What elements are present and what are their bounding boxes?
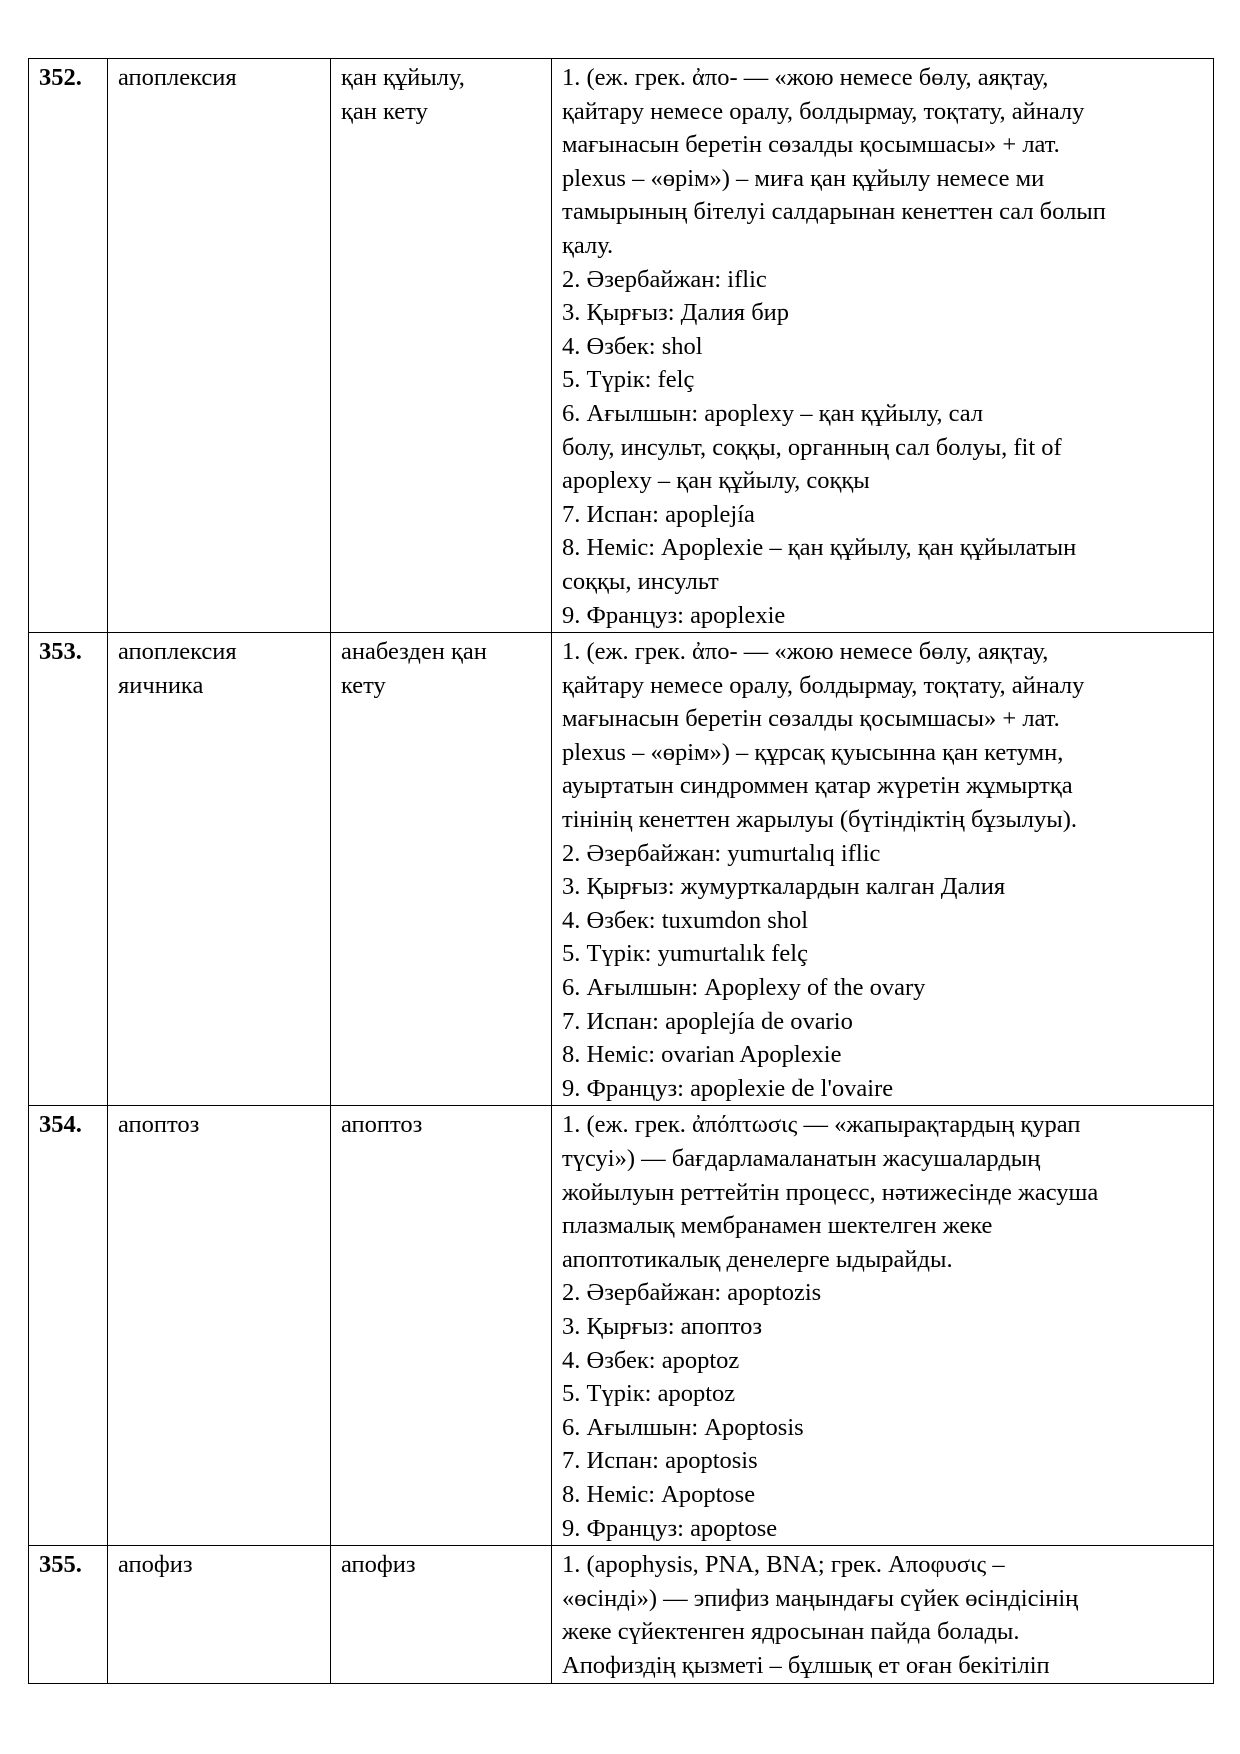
- definition-line: апоптотикалық денелерге ыдырайды.: [562, 1245, 953, 1273]
- definition-line: 2. Әзербайжан: apoptozis: [562, 1279, 822, 1307]
- definition-line: apoplexy – қан құйылу, соққы: [562, 467, 870, 495]
- term-line: апоплексия: [118, 638, 237, 666]
- definition-line: 7. Испан: apoptosis: [562, 1447, 758, 1475]
- definition-line: 9. Француз: apoptose: [562, 1514, 778, 1542]
- definition-line: 6. Ағылшын: Apoptosis: [562, 1413, 804, 1441]
- kazakh-term-cell: [331, 1546, 552, 1683]
- entry-row: [29, 59, 1214, 633]
- kazakh-term-cell: [331, 1106, 552, 1546]
- document-page: [28, 58, 1214, 1684]
- definition-line: 8. Неміс: Apoplexie – қан құйылу, қан құйылатын: [562, 534, 1077, 562]
- definition-line: плазмалық мембранамен шектелген жеке: [562, 1212, 993, 1240]
- definition-line: 3. Қырғыз: апоптоз: [562, 1312, 763, 1340]
- definition-line: түсуі») — бағдарламаланатын жасушалардың: [562, 1145, 1041, 1172]
- definition-cell: [552, 1106, 1214, 1546]
- definition-line: 5. Түрік: apoptoz: [562, 1380, 736, 1408]
- definition-line: 1. (еж. грек. ἀπο- — «жою немесе бөлу, аяқтау,: [562, 638, 1049, 666]
- term-line: апоплексия: [118, 64, 237, 91]
- definition-line: 6. Ағылшын: Apoplexy of the ovary: [562, 974, 926, 1002]
- kazakh-term-cell: [331, 633, 552, 1106]
- definition-line: мағынасын беретін сөзалды қосымшасы» + лат.: [562, 131, 1060, 159]
- entry-row: [29, 1546, 1214, 1683]
- definition-line: 3. Қырғыз: Далия бир: [562, 299, 790, 327]
- definition-line: тамырының бітелуі салдарынан кенеттен сал болып: [562, 198, 1106, 226]
- definition-line: қайтару немесе оралу, болдырмау, тоқтату, айналу: [562, 97, 1085, 125]
- kazakh-term-line: анабезден қан: [341, 638, 487, 666]
- definition-line: plexus – «өрім») – миға қан құйылу немесе ми: [562, 164, 1045, 192]
- term-line: апоптоз: [118, 1111, 200, 1139]
- term-line: яичника: [118, 671, 204, 699]
- entry-number: 353.: [29, 633, 108, 1106]
- term-cell: [108, 633, 331, 1106]
- definition-line: 8. Неміс: Apoptose: [562, 1480, 756, 1508]
- definition-line: 5. Түрік: felç: [562, 366, 695, 394]
- definition-line: plexus – «өрім») – құрсақ қуысынна қан кетумн,: [562, 738, 1064, 766]
- definition-line: 6. Ағылшын: apoplexy – қан құйылу, сал: [562, 399, 984, 427]
- entry-number: 352.: [29, 59, 108, 633]
- definition-line: 4. Өзбек: shol: [562, 332, 703, 360]
- definition-line: ауыртатын синдроммен қатар жүретін жұмыртқа: [562, 772, 1073, 800]
- definition-line: жеке сүйектенген ядросынан пайда болады.: [562, 1618, 1020, 1646]
- kazakh-term-line: қан құйылу,: [341, 64, 465, 91]
- definition-line: болу, инсульт, соққы, органның сал болуы, fit of: [562, 433, 1062, 461]
- kazakh-term-line: кету: [341, 671, 386, 699]
- definition-line: 1. (еж. грек. ἀπόπτωσις — «жапырақтардың қурап: [562, 1111, 1081, 1139]
- definition-cell: [552, 1546, 1214, 1683]
- kazakh-term-line: қан кету: [341, 97, 428, 125]
- term-cell: [108, 1106, 331, 1546]
- definition-line: 1. (apophysis, PNA, BNA; грек. Αποφυσις –: [562, 1551, 1005, 1579]
- definition-line: қайтару немесе оралу, болдырмау, тоқтату, айналу: [562, 671, 1085, 699]
- definition-line: 3. Қырғыз: жумурткалардын калган Далия: [562, 873, 1006, 901]
- entry-row: [29, 1106, 1214, 1546]
- definition-line: Апофиздің қызметі – бұлшық ет оған бекітіліп: [562, 1651, 1050, 1679]
- definition-cell: [552, 59, 1214, 633]
- definition-line: 1. (еж. грек. ἀπο- — «жою немесе бөлу, аяқтау,: [562, 64, 1049, 91]
- definition-line: қалу.: [562, 231, 614, 259]
- definition-cell: [552, 633, 1214, 1106]
- definition-line: 2. Әзербайжан: yumurtalıq iflic: [562, 839, 881, 867]
- term-cell: [108, 59, 331, 633]
- kazakh-term-line: апофиз: [341, 1551, 416, 1579]
- definition-line: тінінің кенеттен жарылуы (бүтіндіктің бұзылуы).: [562, 806, 1078, 834]
- entry-number: 355.: [29, 1546, 108, 1683]
- definition-line: соққы, инсульт: [562, 567, 719, 595]
- definition-line: 5. Түрік: yumurtalık felç: [562, 940, 808, 968]
- definition-line: 8. Неміс: ovarian Apoplexie: [562, 1041, 842, 1069]
- entry-number: 354.: [29, 1106, 108, 1546]
- definition-line: 9. Француз: apoplexie de l'ovaire: [562, 1074, 894, 1102]
- glossary-body: [29, 59, 1214, 1684]
- definition-line: жойылуын реттейтін процесс, нәтижесінде жасуша: [562, 1178, 1099, 1206]
- kazakh-term-cell: [331, 59, 552, 633]
- definition-line: «өсінді») — эпифиз маңындағы сүйек өсіндісінің: [562, 1584, 1079, 1612]
- definition-line: мағынасын беретін сөзалды қосымшасы» + лат.: [562, 705, 1060, 733]
- glossary-table: [28, 58, 1214, 1684]
- definition-line: 4. Өзбек: apoptoz: [562, 1346, 740, 1374]
- term-line: апофиз: [118, 1551, 193, 1579]
- definition-line: 7. Испан: apoplejía de ovario: [562, 1007, 853, 1035]
- definition-line: 2. Әзербайжан: iflic: [562, 265, 767, 293]
- term-cell: [108, 1546, 331, 1683]
- kazakh-term-line: апоптоз: [341, 1111, 423, 1139]
- definition-line: 7. Испан: apoplejía: [562, 500, 755, 528]
- definition-line: 9. Француз: apoplexie: [562, 601, 786, 629]
- definition-line: 4. Өзбек: tuxumdon shol: [562, 906, 809, 934]
- entry-row: [29, 633, 1214, 1106]
